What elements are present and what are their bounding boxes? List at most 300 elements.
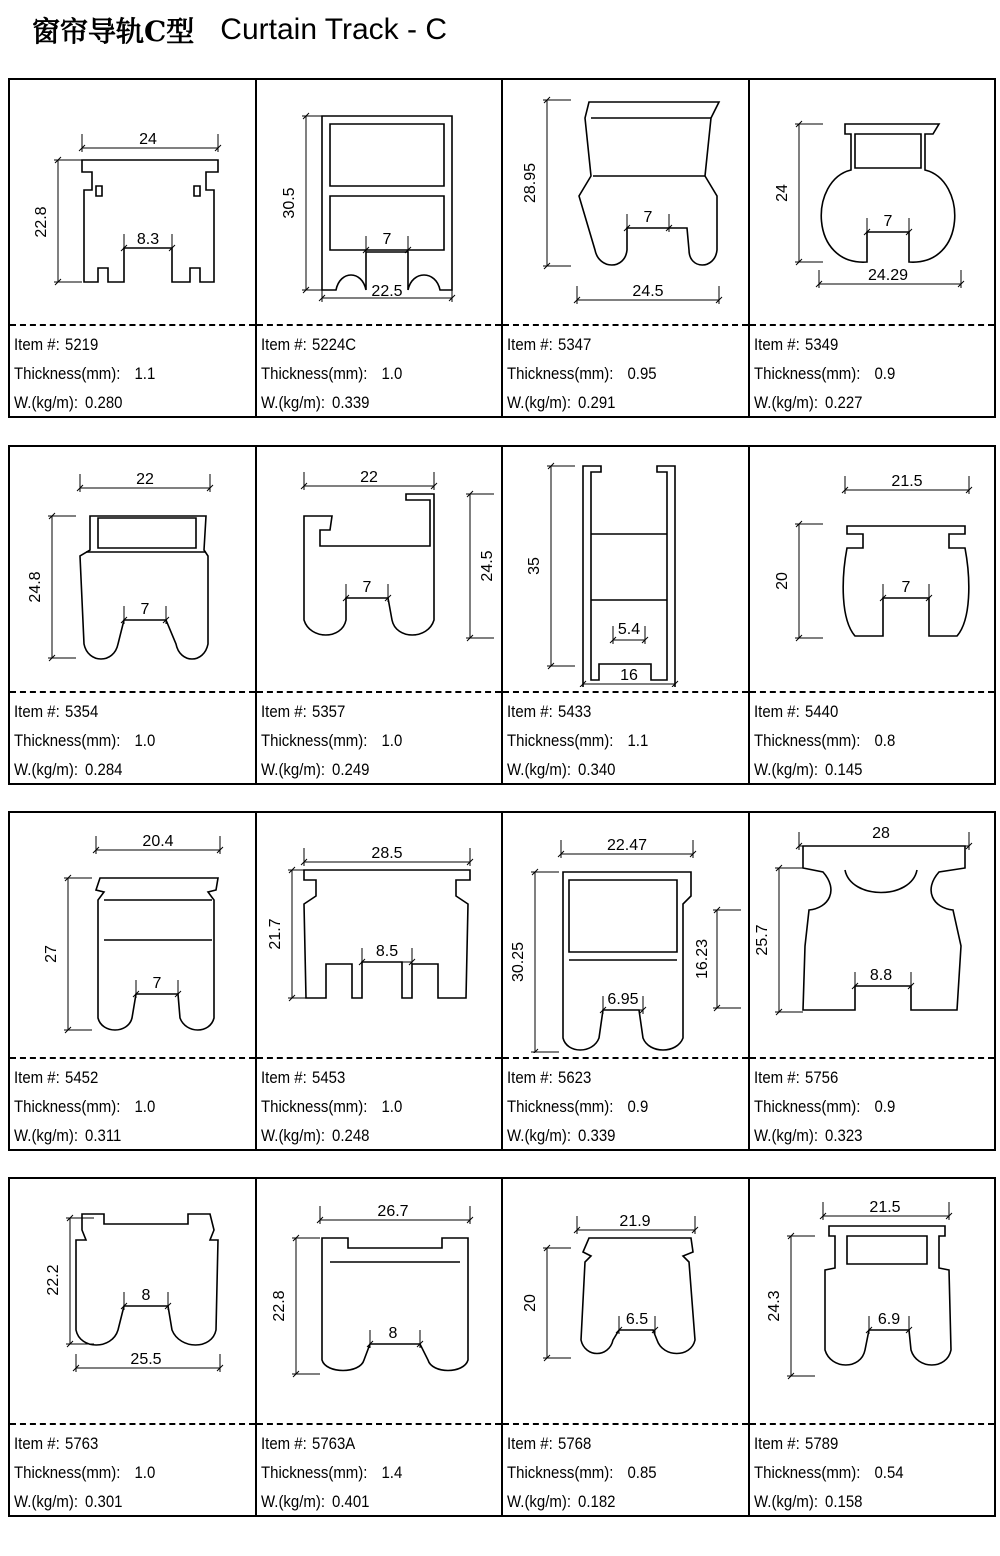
weight-label: W.(kg/m): — [14, 1126, 78, 1145]
dimension-label: 24.5 — [632, 283, 664, 301]
thickness-row — [14, 1092, 155, 1121]
thickness-row — [507, 1458, 657, 1487]
product-specs — [14, 1063, 155, 1150]
dimension — [774, 121, 823, 265]
catalog-row — [8, 811, 996, 1151]
thickness-label: Thickness(mm): — [260, 1463, 367, 1482]
thickness-label: Thickness(mm): — [753, 1097, 860, 1116]
dimension-label: 16.23 — [694, 938, 712, 980]
thickness-value: 1.4 — [380, 1463, 402, 1482]
dimension-label: 20.4 — [142, 833, 174, 851]
thickness-label: Thickness(mm): — [14, 731, 121, 750]
thickness-label: Thickness(mm): — [507, 731, 614, 750]
profile-outline — [82, 160, 218, 282]
profile-drawing — [750, 447, 994, 687]
weight-label: W.(kg/m): — [507, 760, 571, 779]
thickness-value: 0.8 — [873, 731, 895, 750]
dashed-divider — [10, 324, 255, 326]
dimension — [522, 1245, 571, 1361]
weight-row — [261, 388, 402, 417]
profile-outline — [821, 124, 954, 262]
profile-drawing — [750, 813, 994, 1053]
profile-svg — [503, 813, 747, 1053]
weight-label: W.(kg/m): — [507, 1126, 571, 1145]
product-card — [750, 1179, 995, 1515]
dimension-label: 24.5 — [478, 550, 496, 582]
item-number-row — [14, 1063, 155, 1092]
profile-outline — [847, 1236, 927, 1264]
dimension — [754, 865, 803, 1015]
item-number-value: 5354 — [65, 702, 99, 721]
weight-value: 0.280 — [85, 393, 123, 412]
product-specs — [14, 330, 155, 417]
item-number-row — [754, 697, 895, 726]
product-card — [257, 447, 504, 783]
product-specs — [14, 697, 155, 784]
dimension-label: 28 — [871, 825, 890, 843]
dimension-label: 25.7 — [753, 924, 771, 956]
thickness-row — [507, 1092, 648, 1121]
profile-outline — [563, 872, 691, 1050]
profile-outline — [569, 880, 677, 952]
thickness-label: Thickness(mm): — [260, 731, 367, 750]
weight-row — [14, 755, 155, 784]
dashed-divider — [750, 1057, 995, 1059]
item-number-value: 5453 — [311, 1068, 345, 1087]
dimension-label: 26.7 — [376, 1203, 409, 1221]
dimension — [93, 833, 223, 854]
item-number-value: 5224C — [311, 335, 356, 354]
profile-svg — [503, 80, 747, 320]
thickness-value: 0.85 — [627, 1463, 657, 1482]
dimension — [77, 471, 213, 492]
profile-svg — [503, 1179, 747, 1419]
item-number-value: 5219 — [65, 335, 99, 354]
dimension-label: 21.5 — [868, 1199, 901, 1217]
dimension — [796, 825, 972, 850]
thickness-value: 0.9 — [873, 364, 895, 383]
dimension-label: 8 — [388, 1325, 397, 1343]
catalog-row — [8, 445, 996, 785]
catalog-row — [8, 1177, 996, 1517]
item-number-row — [507, 1063, 648, 1092]
title-chinese: 窗帘导轨C型 — [32, 15, 195, 48]
profile-svg — [750, 447, 994, 687]
dimension-label: 21.5 — [890, 473, 923, 491]
item-number-label: Item #: — [260, 1068, 307, 1087]
item-number-label: Item #: — [753, 702, 800, 721]
dimension-label: 8 — [141, 1287, 151, 1305]
product-specs — [14, 1429, 155, 1516]
dimension — [580, 667, 678, 687]
item-number-label: Item #: — [260, 335, 307, 354]
thickness-value: 1.0 — [380, 364, 402, 383]
item-number-row — [507, 1429, 657, 1458]
profile-svg — [10, 813, 254, 1053]
item-number-value: 5347 — [558, 335, 592, 354]
product-card — [503, 1179, 750, 1515]
thickness-label: Thickness(mm): — [14, 1097, 121, 1116]
product-card — [750, 813, 995, 1149]
dimension — [301, 469, 437, 490]
item-number-value: 5756 — [804, 1068, 838, 1087]
weight-value: 0.145 — [824, 760, 862, 779]
item-number-row — [261, 1063, 402, 1092]
thickness-row — [754, 1458, 904, 1487]
catalog-row — [8, 78, 996, 418]
dimension-label: 24 — [139, 131, 157, 149]
weight-label: W.(kg/m): — [753, 1126, 818, 1145]
item-number-value: 5440 — [804, 702, 838, 721]
profile-drawing — [10, 813, 254, 1053]
weight-value: 0.339 — [578, 1126, 616, 1145]
dimension — [33, 157, 82, 285]
profile-svg — [10, 447, 254, 687]
item-number-row — [754, 1063, 895, 1092]
item-number-label: Item #: — [260, 1434, 307, 1453]
weight-row — [261, 1487, 402, 1516]
dashed-divider — [10, 1057, 255, 1059]
dimension — [610, 621, 648, 644]
product-card — [750, 447, 995, 783]
dimension — [574, 283, 722, 304]
item-number-row — [14, 330, 155, 359]
dimension-label: 24.3 — [765, 1290, 783, 1322]
profile-drawing — [257, 1179, 501, 1419]
thickness-value: 0.9 — [873, 1097, 895, 1116]
thickness-row — [261, 1458, 402, 1487]
profile-outline — [803, 846, 965, 1010]
profile-outline — [80, 516, 208, 659]
dimension-label: 27 — [43, 945, 61, 963]
item-number-label: Item #: — [14, 1068, 60, 1087]
thickness-label: Thickness(mm): — [260, 1097, 367, 1116]
item-number-value: 5763A — [311, 1434, 355, 1453]
weight-label: W.(kg/m): — [14, 760, 78, 779]
weight-row — [14, 1487, 155, 1516]
item-number-row — [261, 697, 402, 726]
thickness-value: 1.0 — [134, 1463, 156, 1482]
dimension — [816, 267, 964, 288]
item-number-value: 5349 — [804, 335, 838, 354]
dimension — [766, 1233, 815, 1379]
dashed-divider — [503, 1423, 748, 1425]
thickness-row — [14, 726, 155, 755]
product-card — [10, 813, 257, 1149]
weight-label: W.(kg/m): — [753, 393, 818, 412]
dimension-label: 6.9 — [877, 1311, 900, 1329]
weight-label: W.(kg/m): — [260, 760, 325, 779]
dimension-label: 7 — [152, 975, 162, 993]
thickness-label: Thickness(mm): — [753, 364, 860, 383]
thickness-label: Thickness(mm): — [753, 1463, 860, 1482]
profile-outline — [579, 102, 719, 265]
weight-label: W.(kg/m): — [260, 393, 325, 412]
item-number-row — [754, 1429, 904, 1458]
product-card — [257, 813, 504, 1149]
weight-row — [507, 388, 657, 417]
product-card — [503, 447, 750, 783]
thickness-label: Thickness(mm): — [260, 364, 367, 383]
profile-drawing — [257, 80, 501, 320]
profile-drawing — [503, 80, 747, 320]
dimension-label: 7 — [883, 213, 892, 231]
dashed-divider — [257, 1057, 502, 1059]
weight-value: 0.401 — [331, 1492, 369, 1511]
profile-outline — [330, 124, 444, 186]
dimension — [27, 513, 76, 661]
item-number-value: 5433 — [558, 702, 592, 721]
dimension-label: 8.5 — [375, 943, 398, 961]
thickness-value: 1.1 — [134, 364, 156, 383]
dimension — [526, 463, 575, 669]
weight-row — [754, 1121, 895, 1150]
item-number-label: Item #: — [507, 335, 553, 354]
thickness-row — [754, 1092, 895, 1121]
weight-value: 0.158 — [824, 1492, 862, 1511]
weight-label: W.(kg/m): — [14, 393, 78, 412]
profile-svg — [257, 80, 501, 320]
weight-label: W.(kg/m): — [260, 1126, 325, 1145]
dashed-divider — [503, 691, 748, 693]
weight-value: 0.301 — [85, 1492, 123, 1511]
item-number-label: Item #: — [260, 702, 307, 721]
weight-value: 0.340 — [578, 760, 616, 779]
item-number-label: Item #: — [507, 1068, 553, 1087]
profile-drawing — [750, 80, 994, 320]
product-specs — [261, 1063, 402, 1150]
dimension — [842, 473, 972, 494]
dimension-label: 22.5 — [370, 283, 403, 301]
weight-label: W.(kg/m): — [507, 393, 571, 412]
profile-drawing — [257, 447, 501, 687]
dimension-label: 30.5 — [280, 187, 298, 219]
profile-outline — [583, 466, 675, 687]
dimension-label: 22 — [136, 471, 154, 489]
dimension — [45, 1215, 94, 1347]
thickness-row — [754, 359, 895, 388]
thickness-value: 1.0 — [380, 1097, 402, 1116]
item-number-value: 5452 — [65, 1068, 99, 1087]
weight-row — [261, 1121, 402, 1150]
profile-svg — [257, 1179, 501, 1419]
dimension-label: 7 — [901, 579, 910, 597]
dimension — [73, 1351, 223, 1372]
profile-svg — [10, 80, 254, 320]
product-specs — [507, 330, 657, 417]
profile-outline — [855, 134, 921, 168]
product-card — [10, 447, 257, 783]
profile-drawing — [10, 447, 254, 687]
product-specs — [507, 1063, 648, 1150]
item-number-label: Item #: — [14, 335, 60, 354]
dimension-label: 25.5 — [130, 1351, 162, 1369]
dimension-label: 20 — [773, 572, 791, 590]
dimension-label: 8.3 — [136, 231, 160, 249]
dashed-divider — [503, 1057, 748, 1059]
weight-value: 0.311 — [85, 1126, 122, 1145]
dimension-label: 22.8 — [33, 206, 51, 238]
product-specs — [754, 697, 895, 784]
dimension — [317, 1203, 473, 1224]
thickness-label: Thickness(mm): — [14, 364, 121, 383]
product-card — [257, 1179, 504, 1515]
thickness-value: 0.95 — [627, 364, 657, 383]
weight-row — [507, 1121, 648, 1150]
dashed-divider — [257, 691, 502, 693]
thickness-row — [754, 726, 895, 755]
dashed-divider — [750, 324, 995, 326]
dashed-divider — [10, 691, 255, 693]
thickness-value: 1.0 — [134, 1097, 156, 1116]
profile-svg — [257, 813, 501, 1053]
dashed-divider — [503, 324, 748, 326]
profile-outline — [98, 518, 196, 548]
profile-outline — [96, 186, 102, 196]
weight-value: 0.284 — [85, 760, 123, 779]
profile-drawing — [503, 447, 747, 687]
thickness-value: 0.9 — [627, 1097, 649, 1116]
item-number-label: Item #: — [14, 702, 60, 721]
product-specs — [754, 330, 895, 417]
product-card — [503, 813, 750, 1149]
profile-outline — [194, 186, 200, 196]
item-number-value: 5763 — [65, 1434, 99, 1453]
product-specs — [261, 330, 402, 417]
dashed-divider — [257, 324, 502, 326]
dimension — [466, 491, 496, 641]
dashed-divider — [750, 1423, 995, 1425]
product-specs — [261, 1429, 402, 1516]
product-card — [257, 80, 504, 416]
dimension-label: 6.95 — [607, 991, 639, 1009]
profile-outline — [581, 1238, 695, 1354]
profile-outline — [322, 1238, 468, 1371]
dimension-label: 28.95 — [522, 162, 540, 204]
weight-value: 0.249 — [331, 760, 369, 779]
dimension-label: 22.47 — [606, 837, 648, 855]
thickness-row — [261, 359, 402, 388]
product-specs — [261, 697, 402, 784]
dimension-label: 21.7 — [266, 918, 284, 950]
product-card — [10, 80, 257, 416]
thickness-row — [261, 726, 402, 755]
thickness-label: Thickness(mm): — [753, 731, 860, 750]
item-number-value: 5623 — [558, 1068, 592, 1087]
dimension — [121, 231, 175, 252]
item-number-row — [14, 697, 155, 726]
profile-svg — [750, 1179, 994, 1419]
item-number-value: 5357 — [311, 702, 345, 721]
profile-drawing — [257, 813, 501, 1053]
profile-svg — [257, 447, 501, 687]
dimension-label: 24 — [773, 184, 791, 202]
weight-label: W.(kg/m): — [507, 1492, 571, 1511]
item-number-label: Item #: — [753, 1434, 800, 1453]
item-number-value: 5768 — [558, 1434, 592, 1453]
dimension — [820, 1199, 952, 1220]
weight-row — [754, 755, 895, 784]
weight-value: 0.182 — [578, 1492, 616, 1511]
title-english: Curtain Track - C — [220, 13, 448, 46]
item-number-row — [261, 330, 402, 359]
profile-outline — [845, 870, 917, 893]
thickness-value: 1.0 — [134, 731, 156, 750]
dimension — [522, 97, 571, 269]
dimension-label: 7 — [140, 601, 150, 619]
thickness-value: 1.1 — [627, 731, 649, 750]
item-number-row — [261, 1429, 402, 1458]
weight-value: 0.339 — [331, 393, 369, 412]
thickness-value: 1.0 — [380, 731, 402, 750]
dimension — [574, 1213, 698, 1234]
dimension-label: 5.4 — [617, 621, 641, 639]
profile-drawing — [10, 1179, 254, 1419]
weight-value: 0.291 — [578, 393, 616, 412]
product-card — [750, 80, 995, 416]
item-number-row — [754, 330, 895, 359]
dimension-label: 7 — [362, 579, 371, 597]
dimension-label: 22 — [359, 469, 378, 487]
product-card — [10, 1179, 257, 1515]
dimension-label: 24.29 — [867, 267, 908, 285]
weight-value: 0.227 — [824, 393, 862, 412]
dimension-label: 6.5 — [625, 1311, 649, 1329]
dashed-divider — [10, 1423, 255, 1425]
product-specs — [754, 1063, 895, 1150]
profile-outline — [304, 494, 434, 635]
dimension-label: 16 — [620, 667, 638, 685]
item-number-row — [507, 330, 657, 359]
profile-drawing — [750, 1179, 994, 1419]
dimension — [43, 875, 92, 1033]
dimension — [694, 907, 741, 1011]
page-title — [32, 8, 447, 52]
thickness-row — [14, 1458, 155, 1487]
profile-outline — [76, 1214, 218, 1345]
dimension-label: 7 — [643, 209, 653, 227]
item-number-label: Item #: — [507, 702, 553, 721]
weight-label: W.(kg/m): — [753, 1492, 818, 1511]
dimension — [558, 837, 696, 858]
item-number-label: Item #: — [14, 1434, 60, 1453]
profile-svg — [750, 80, 994, 320]
thickness-row — [261, 1092, 402, 1121]
weight-row — [261, 755, 402, 784]
dimension-label: 30.25 — [510, 941, 528, 983]
product-specs — [507, 1429, 657, 1516]
weight-value: 0.248 — [331, 1126, 369, 1145]
dimension-label: 28.5 — [370, 845, 403, 863]
profile-drawing — [503, 813, 747, 1053]
dimension — [301, 845, 473, 866]
thickness-row — [14, 359, 155, 388]
weight-row — [14, 388, 155, 417]
product-specs — [507, 697, 648, 784]
product-card — [503, 80, 750, 416]
profile-svg — [10, 1179, 254, 1419]
dimension — [267, 867, 316, 1001]
profile-svg — [503, 447, 747, 687]
dashed-divider — [257, 1423, 502, 1425]
thickness-label: Thickness(mm): — [14, 1463, 121, 1482]
item-number-row — [507, 697, 648, 726]
dimension-label: 7 — [382, 231, 391, 249]
profile-drawing — [10, 80, 254, 320]
weight-value: 0.323 — [824, 1126, 862, 1145]
weight-label: W.(kg/m): — [260, 1492, 325, 1511]
dimension — [79, 131, 221, 152]
